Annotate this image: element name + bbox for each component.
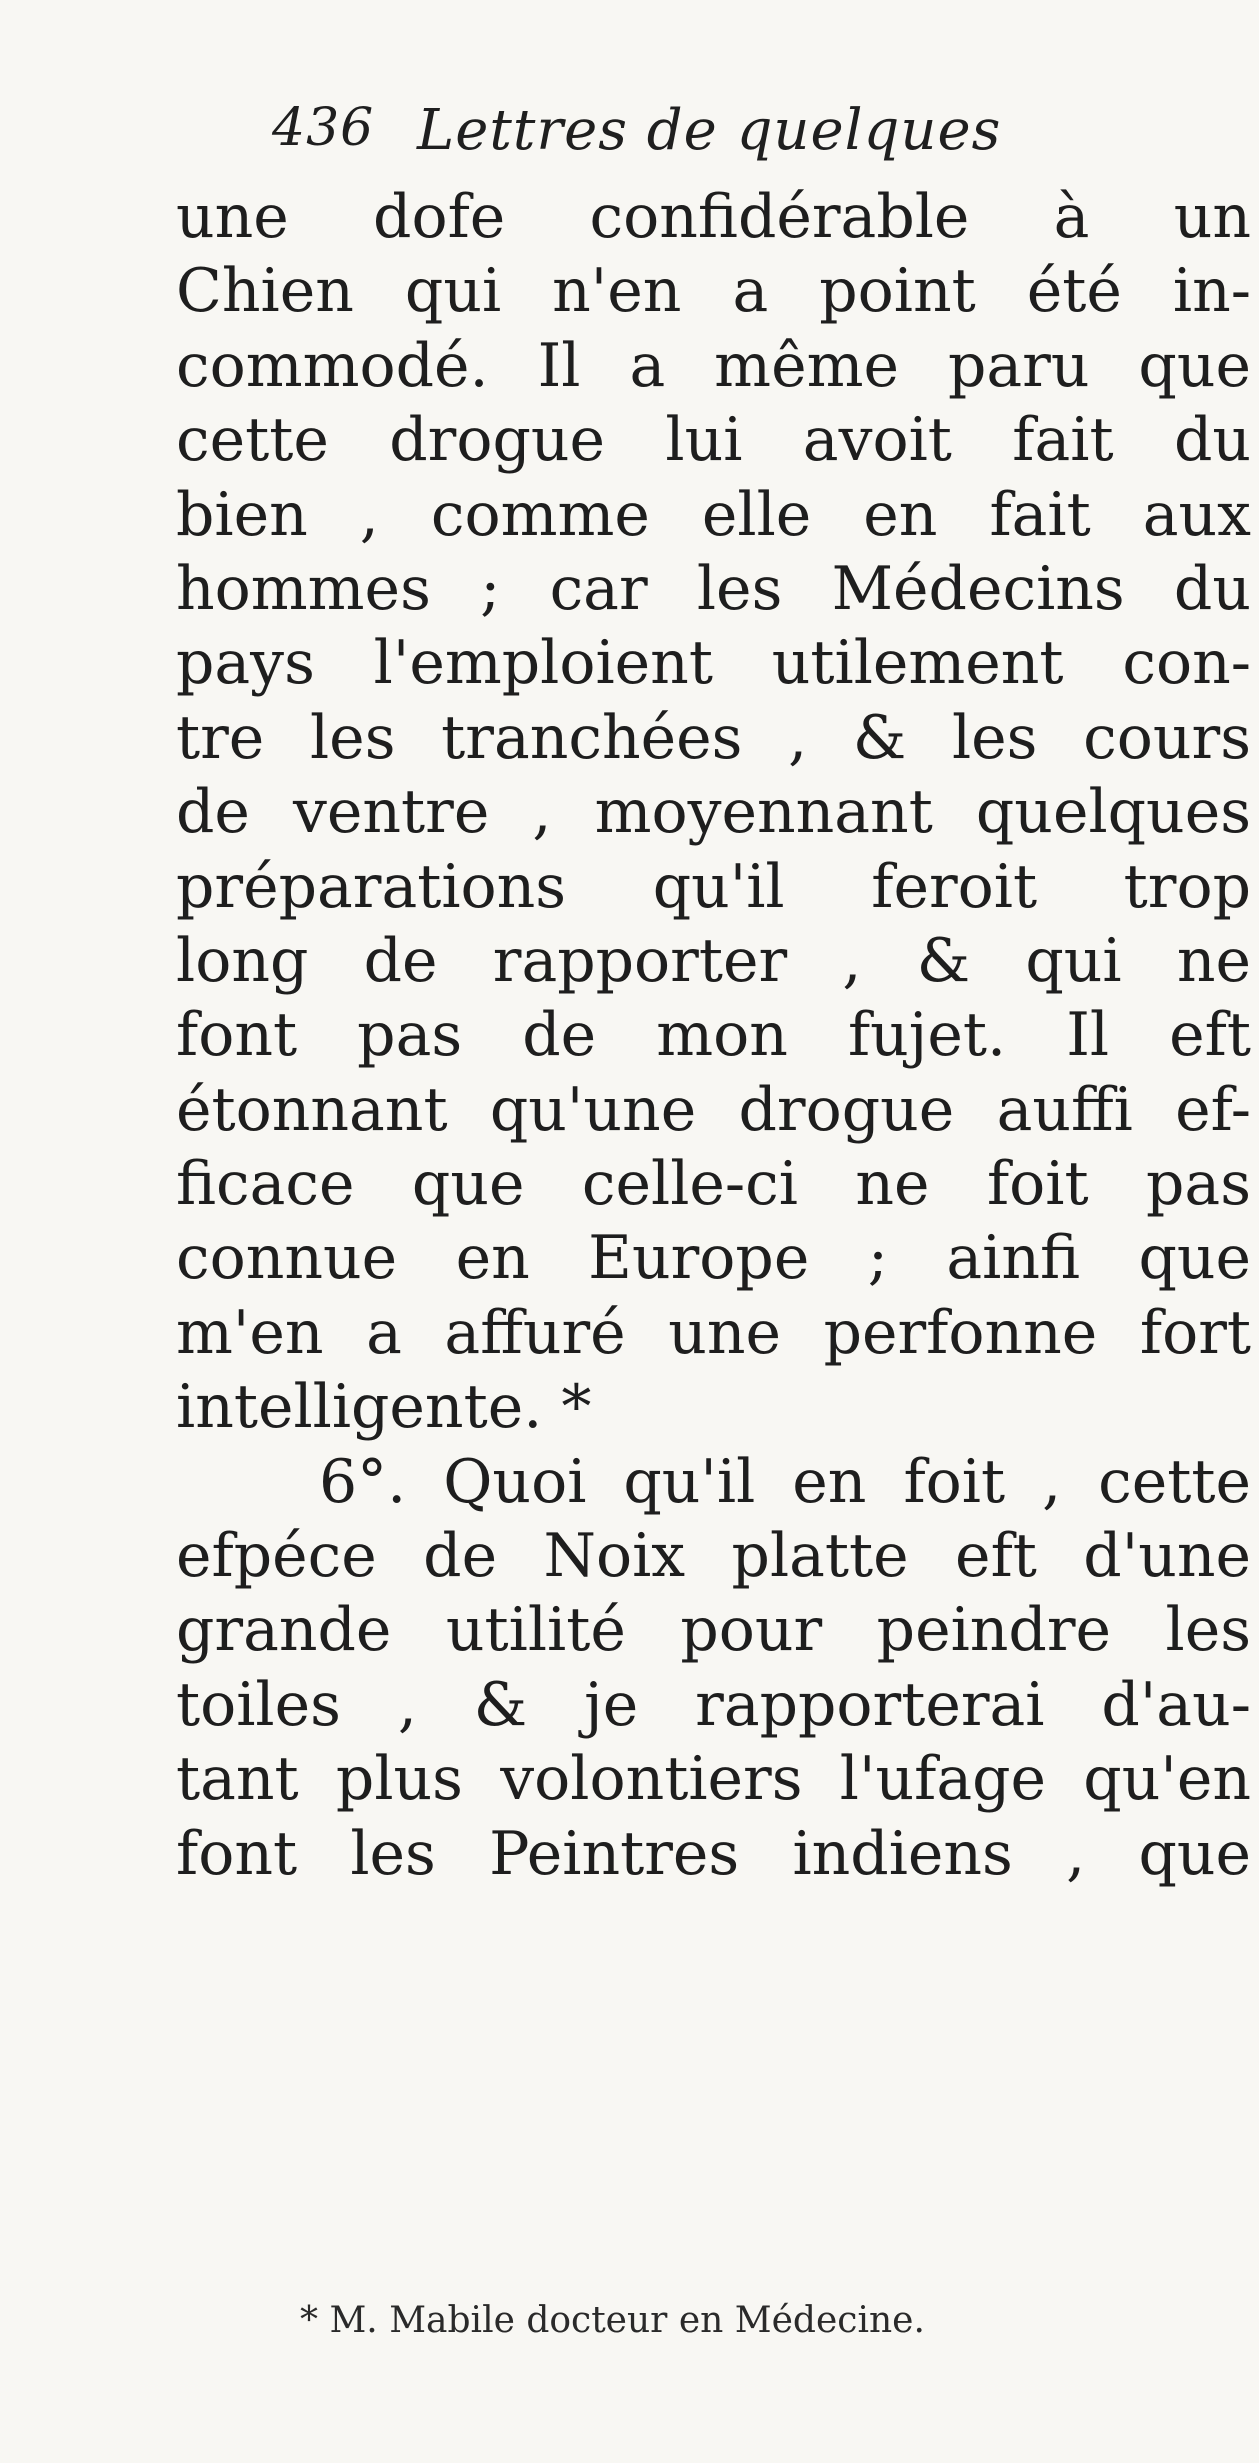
text-line: Chien qui n'en a point été in- — [176, 256, 1251, 327]
text-line: font les Peintres indiens , que — [176, 1818, 1251, 1889]
text-line: préparations qu'il feroit trop — [176, 851, 1251, 922]
footnote: * M. Mabile docteur en Médecine. — [300, 2300, 925, 2341]
text-line: font pas de mon fujet. Il eft — [176, 1000, 1251, 1071]
text-line: long de rapporter , & qui ne — [176, 925, 1251, 996]
text-line: toiles , & je rapporterai d'au- — [176, 1669, 1251, 1740]
page-header — [272, 98, 1172, 178]
running-title: Lettres de quelques — [417, 98, 1002, 163]
text-line: bien , comme elle en fait aux — [176, 479, 1251, 550]
text-line: m'en a affuré une perfonne fort — [176, 1297, 1251, 1368]
text-line: efpéce de Noix platte eft d'une — [176, 1521, 1251, 1592]
text-line: tant plus volontiers l'ufage qu'en — [176, 1744, 1251, 1815]
text-line: étonnant qu'une drogue auffi ef- — [176, 1074, 1251, 1145]
text-line: une dofe confidérable à un — [176, 182, 1251, 252]
text-line: 6°. Quoi qu'il en foit , cette — [319, 1446, 1251, 1517]
text-line: commodé. Il a même paru que — [176, 330, 1251, 401]
text-line: tre les tranchées , & les cours — [176, 702, 1251, 773]
text-line: connue en Europe ; ainfi que — [176, 1223, 1251, 1294]
text-line: hommes ; car les Médecins du — [176, 553, 1251, 624]
text-line: intelligente. * — [176, 1372, 592, 1443]
text-line: de ventre , moyennant quelques — [176, 777, 1251, 848]
body-text — [176, 180, 1251, 1891]
text-line: cette drogue lui avoit fait du — [176, 405, 1251, 476]
page-number: 436 — [272, 98, 375, 158]
text-line: ficace que celle-ci ne foit pas — [176, 1149, 1251, 1220]
text-line: grande utilité pour peindre les — [176, 1595, 1251, 1666]
text-line: pays l'emploient utilement con- — [176, 628, 1251, 699]
